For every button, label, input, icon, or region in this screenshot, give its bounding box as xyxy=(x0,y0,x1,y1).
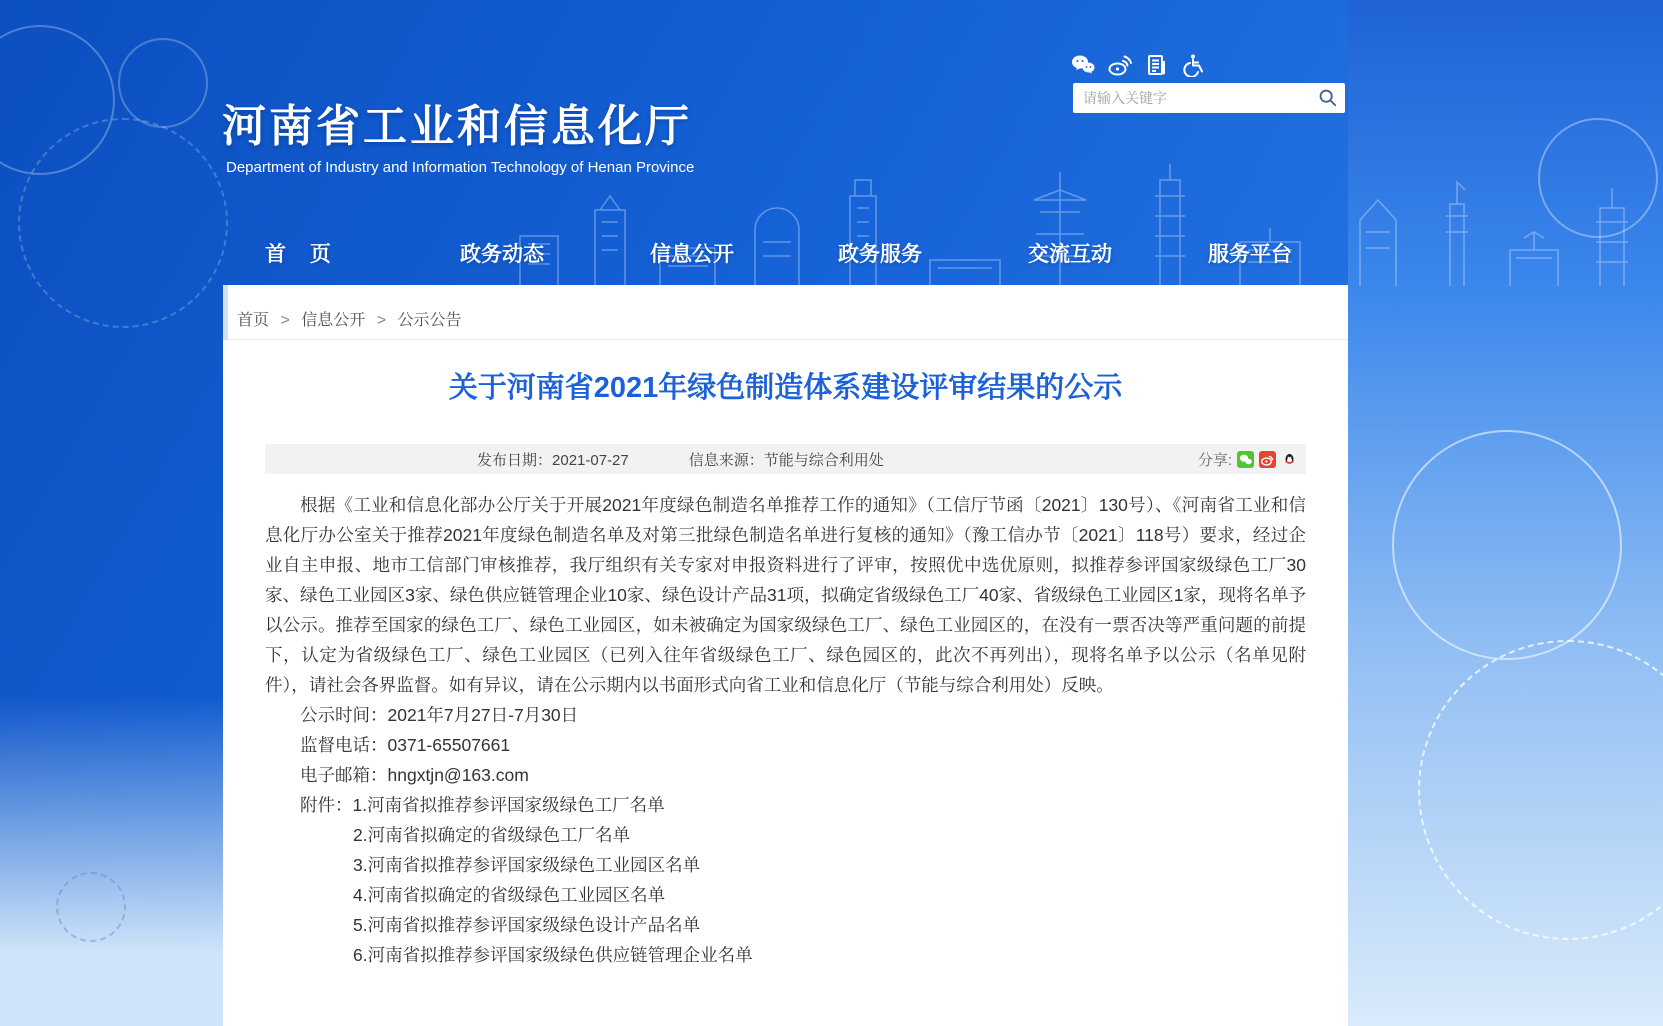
deco-circle xyxy=(18,118,228,328)
article-paragraph: 根据《工业和信息化部办公厅关于开展2021年度绿色制造名单推荐工作的通知》（工信厅节函〔2021〕130号）、《河南省工业和信息化厅办公室关于推荐2021年度绿色制造名单及对第三批绿色制造名单进行复核的通知》（豫工信办节〔2021〕118号）要求，经过企业自主申报、地市工信部门审核推荐，我厅组织有关专家对申报资料进行了评审，按照优中选优原则，拟推荐参评国家级绿色工厂30家、绿色工业园区3家、绿色供应链管理企业10家、绿色设计产品31项，拟确定省级绿色工厂40家、省级绿色工业园区1家，现将名单予以公示。推荐至国家的绿色工厂、绿色工业园区，如未被确定为国家级绿色工厂、绿色工业园区的，在没有一票否决等严重问题的前提下，认定为省级绿色工厂、绿色工业园区（已列入往年省级绿色工厂、绿色园区的，此次不再列出），现将名单予以公示（名单见附件），请社会各界监督。如有异议，请在公示期内以书面形式向省工业和信息化厅（节能与综合利用处）反映。 xyxy=(265,495,1306,695)
site-title: 河南省工业和信息化厅 xyxy=(222,102,692,151)
nav-item-interaction[interactable]: 交流互动 xyxy=(1028,243,1112,266)
supervision-phone-line: 监督电话：0371-65507661 xyxy=(300,735,511,755)
attachments-label: 附件： xyxy=(300,795,353,815)
source-value: 节能与综合利用处 xyxy=(763,451,884,469)
content-card xyxy=(223,285,1348,1026)
main-nav xyxy=(0,238,1663,278)
publish-date-label: 发布日期： xyxy=(477,451,553,469)
attachment-item: 6.河南省拟推荐参评国家级绿色供应链管理企业名单 xyxy=(353,945,753,965)
nav-item-news[interactable]: 政务动态 xyxy=(460,243,544,266)
site-subtitle: Department of Industry and Information Technology of Henan Province xyxy=(226,159,695,176)
attachment-item: 1.河南省拟推荐参评国家级绿色工厂名单 xyxy=(352,795,665,815)
deco-circle xyxy=(118,38,208,128)
search-icon[interactable] xyxy=(1311,83,1345,113)
publish-date-value: 2021-07-27 xyxy=(552,451,629,469)
background-left-corner xyxy=(0,696,223,1026)
header-quick-icons xyxy=(1070,52,1207,78)
breadcrumb-separator: > xyxy=(280,312,290,329)
article-title: 关于河南省2021年绿色制造体系建设评审结果的公示 xyxy=(448,372,1123,404)
news-icon[interactable] xyxy=(1144,52,1170,78)
breadcrumb-accent xyxy=(223,285,228,340)
attachment-line xyxy=(265,790,1306,820)
nav-item-services[interactable]: 政务服务 xyxy=(838,243,922,266)
email-line: 电子邮箱：hngxtjn@163.com xyxy=(300,765,529,785)
attachment-item: 2.河南省拟确定的省级绿色工厂名单 xyxy=(353,825,631,845)
breadcrumb xyxy=(223,285,1348,340)
article-meta-bar xyxy=(265,444,1306,474)
deco-circle xyxy=(0,25,115,175)
nav-item-platform[interactable]: 服务平台 xyxy=(1208,243,1292,266)
wechat-icon[interactable] xyxy=(1070,52,1096,78)
source-label: 信息来源： xyxy=(688,451,764,469)
attachment-item: 5.河南省拟推荐参评国家级绿色设计产品名单 xyxy=(353,915,701,935)
breadcrumb-home[interactable]: 首页 xyxy=(237,312,270,329)
article-body xyxy=(223,474,1348,970)
attachment-item: 4.河南省拟确定的省级绿色工业园区名单 xyxy=(353,885,666,905)
breadcrumb-separator: > xyxy=(376,312,387,329)
publish-date xyxy=(477,449,629,470)
weibo-icon[interactable] xyxy=(1107,52,1133,78)
search-input[interactable] xyxy=(1073,84,1311,112)
share-group xyxy=(1198,449,1298,470)
nav-item-info-disclosure[interactable]: 信息公开 xyxy=(650,243,734,266)
source xyxy=(689,449,884,470)
search-box xyxy=(1073,83,1345,113)
attachment-item: 3.河南省拟推荐参评国家级绿色工业园区名单 xyxy=(353,855,701,875)
accessibility-icon[interactable] xyxy=(1181,52,1207,78)
breadcrumb-current: 公示公告 xyxy=(397,312,462,329)
weibo-share-icon[interactable] xyxy=(1259,451,1276,468)
share-label: 分享: xyxy=(1197,451,1232,469)
qq-share-icon[interactable] xyxy=(1281,451,1298,468)
wechat-share-icon[interactable] xyxy=(1237,451,1254,468)
breadcrumb-info-disclosure[interactable]: 信息公开 xyxy=(301,312,366,329)
notice-period-line: 公示时间：2021年7月27日-7月30日 xyxy=(300,705,579,725)
nav-item-home[interactable]: 首 页 xyxy=(265,243,331,266)
